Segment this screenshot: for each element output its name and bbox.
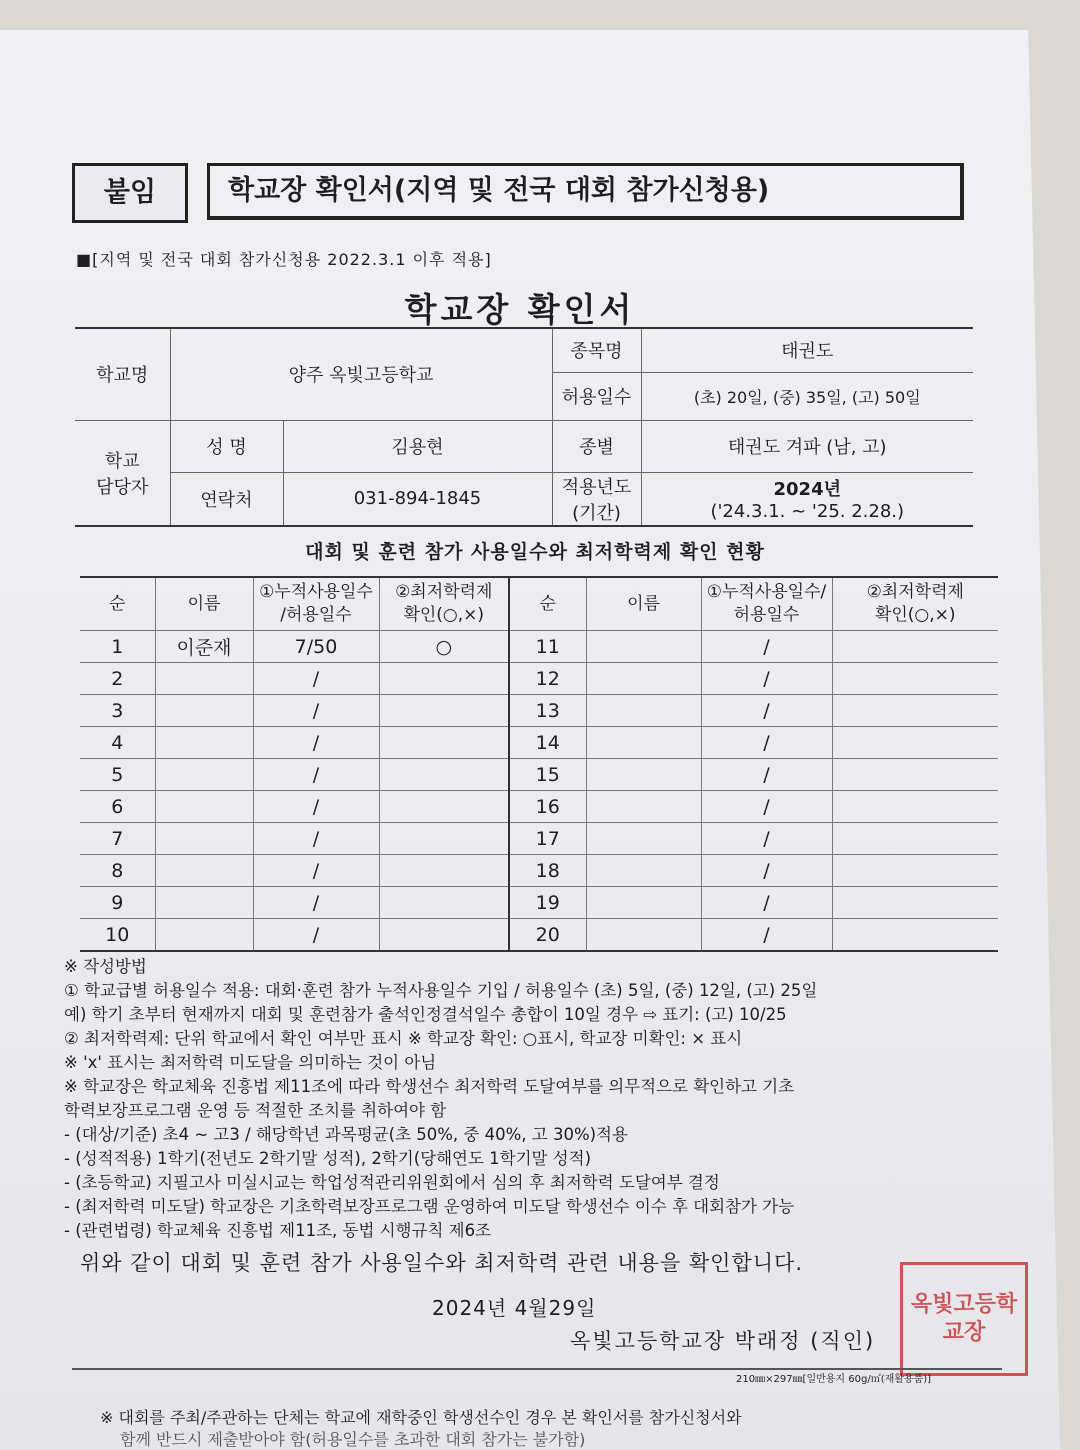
row-seq-right: 19 — [509, 887, 586, 919]
footnote: ※ 대회를 주최/주관하는 단체는 학교에 재학중인 학생선수인 경우 본 확인서를 참가신청서와 — [100, 1408, 742, 1427]
note-line: - (대상/기준) 초4 ~ 고3 / 해당학년 과목평균(초 50%, 중 40%, 고 30%)적용 — [64, 1125, 628, 1144]
principal-signature: 옥빛고등학교장 박래정 (직인) — [570, 1329, 876, 1353]
header-check-right-line1: ②최저학력제 — [866, 582, 964, 602]
row-check-left — [379, 919, 509, 952]
row-seq-right: 16 — [509, 791, 586, 823]
header-days-right-line2: 허용일수 — [733, 605, 800, 625]
row-seq-left: 4 — [80, 727, 155, 759]
row-name-right — [586, 695, 701, 727]
event-value: 태권도 겨파 (남, 고) — [641, 420, 973, 472]
attachment-tag: 붙임 — [72, 163, 188, 223]
note-line: ※ 'x' 표시는 최저학력 미도달을 의미하는 것이 아님 — [64, 1053, 437, 1072]
application-note: ■[지역 및 전국 대회 참가신청용 2022.3.1 이후 적용] — [76, 250, 492, 269]
row-name-left — [155, 727, 253, 759]
paper-spec: 210㎜×297㎜[일반용지 60g/㎡(재활용품)] — [736, 1374, 932, 1385]
header-check-left — [379, 577, 509, 631]
row-name-left — [155, 919, 253, 952]
row-seq-left: 10 — [80, 919, 155, 952]
event-label: 종별 — [552, 420, 641, 472]
row-seq-left: 1 — [80, 631, 155, 663]
year-value-year: 2024년 — [773, 479, 841, 500]
header-check-right-line2: 확인(○,×) — [874, 605, 956, 625]
confirmation-statement: 위와 같이 대회 및 훈련 참가 사용일수와 최저학력 관련 내용을 확인합니다. — [80, 1251, 804, 1275]
sport-label: 종목명 — [552, 328, 641, 372]
row-check-left — [379, 823, 509, 855]
row-seq-left: 3 — [80, 695, 155, 727]
row-seq-right: 12 — [509, 663, 586, 695]
row-days-left: / — [253, 791, 379, 823]
row-check-left: ○ — [379, 631, 509, 663]
attendance-row — [80, 631, 998, 663]
school-value: 양주 옥빛고등학교 — [170, 328, 552, 420]
row-check-right — [832, 631, 998, 663]
year-label — [552, 472, 641, 526]
header-days-left-line1: ①누적사용일수 — [259, 582, 373, 602]
row-check-right — [832, 919, 998, 952]
header-title: 학교장 확인서(지역 및 전국 대회 참가신청용) — [207, 163, 964, 220]
official-seal: 옥빛고등학교장 — [900, 1262, 1028, 1376]
school-info-table — [75, 327, 973, 527]
header-days-right — [701, 577, 832, 631]
row-days-right: / — [701, 887, 832, 919]
header-days-left-line2: /허용일수 — [280, 605, 352, 625]
row-check-left — [379, 727, 509, 759]
staff-label-line1: 학교 — [104, 450, 140, 472]
row-name-right — [586, 919, 701, 952]
row-days-left: / — [253, 727, 379, 759]
row-days-left: / — [253, 919, 379, 952]
row-name-right — [586, 727, 701, 759]
attendance-row — [80, 919, 998, 952]
header-seq-right: 순 — [509, 577, 586, 631]
row-days-left: / — [253, 823, 379, 855]
row-days-right: / — [701, 727, 832, 759]
row-check-left — [379, 791, 509, 823]
note-line: - (최저학력 미도달) 학교장은 기초학력보장프로그램 운영하여 미도달 학생선수 이수 후 대회참가 가능 — [64, 1197, 795, 1216]
row-name-right — [586, 791, 701, 823]
row-name-right — [586, 887, 701, 919]
row-days-left: / — [253, 887, 379, 919]
row-name-left — [155, 663, 253, 695]
header-bar — [72, 163, 945, 221]
row-check-right — [832, 887, 998, 919]
contact-value: 031-894-1845 — [283, 472, 552, 526]
row-days-right: / — [701, 823, 832, 855]
row-check-left — [379, 855, 509, 887]
allowed-days-label: 허용일수 — [552, 372, 641, 420]
attendance-row — [80, 759, 998, 791]
row-name-left: 이준재 — [155, 631, 253, 663]
row-seq-right: 13 — [509, 695, 586, 727]
year-value — [641, 472, 973, 526]
footnote-cut-line: 함께 반드시 제출받아야 함(허용일수를 초과한 대회 참가는 불가함) — [120, 1430, 586, 1449]
staff-label-line2: 담당자 — [96, 476, 149, 498]
row-name-left — [155, 823, 253, 855]
note-line: 예) 학기 초부터 현재까지 대회 및 훈련참가 출석인정결석일수 총합이 10일 경우 ⇨ 표기: (고) 10/25 — [64, 1005, 787, 1024]
row-name-right — [586, 759, 701, 791]
attendance-section-title: 대회 및 훈련 참가 사용일수와 최저학력제 확인 현황 — [305, 541, 765, 563]
row-days-right: / — [701, 855, 832, 887]
attendance-row — [80, 663, 998, 695]
row-check-right — [832, 791, 998, 823]
year-label-line1: 적용년도 — [561, 476, 632, 498]
row-days-right: / — [701, 663, 832, 695]
attendance-row — [80, 823, 998, 855]
issue-date: 2024년 4월29일 — [432, 1296, 597, 1320]
note-line: ② 최저학력제: 단위 학교에서 확인 여부만 표시 ※ 학교장 확인: ○표시, 학교장 미확인: × 표시 — [64, 1029, 743, 1048]
row-days-right: / — [701, 791, 832, 823]
row-check-left — [379, 695, 509, 727]
row-check-right — [832, 855, 998, 887]
row-name-left — [155, 759, 253, 791]
row-check-right — [832, 823, 998, 855]
row-days-left: / — [253, 759, 379, 791]
row-name-left — [155, 695, 253, 727]
row-check-left — [379, 663, 509, 695]
row-check-left — [379, 759, 509, 791]
school-label: 학교명 — [75, 328, 170, 420]
attendance-row — [80, 791, 998, 823]
note-line: ※ 작성방법 — [64, 957, 147, 976]
row-days-left: / — [253, 663, 379, 695]
row-days-right: / — [701, 759, 832, 791]
document-title: 학교장 확인서 — [404, 290, 636, 329]
year-label-line2: (기간) — [572, 502, 621, 524]
note-line: ※ 학교장은 학교체육 진흥법 제11조에 따라 학생선수 최저학력 도달여부를 의무적으로 확인하고 기초 — [64, 1077, 795, 1096]
attendance-row — [80, 855, 998, 887]
row-seq-right: 20 — [509, 919, 586, 952]
year-value-period: ('24.3.1. ~ '25. 2.28.) — [710, 501, 905, 522]
row-seq-left: 9 — [80, 887, 155, 919]
name-value: 김용현 — [283, 420, 552, 472]
contact-label: 연락처 — [170, 472, 283, 526]
note-line: ① 학교급별 허용일수 적용: 대회·훈련 참가 누적사용일수 기입 / 허용일수 (초) 5일, (중) 12일, (고) 25일 — [64, 981, 818, 1000]
note-line: - (관련법령) 학교체육 진흥법 제11조, 동법 시행규칙 제6조 — [64, 1221, 491, 1240]
attendance-header-row — [80, 577, 998, 631]
row-name-left — [155, 791, 253, 823]
row-name-left — [155, 855, 253, 887]
row-seq-left: 2 — [80, 663, 155, 695]
row-days-left: / — [253, 695, 379, 727]
row-days-right: / — [701, 631, 832, 663]
row-check-right — [832, 695, 998, 727]
row-seq-right: 14 — [509, 727, 586, 759]
row-seq-left: 6 — [80, 791, 155, 823]
note-line: - (초등학교) 지필고사 미실시교는 학업성적관리위원회에서 심의 후 최저학력 도달여부 결정 — [64, 1173, 720, 1192]
note-line: - (성적적용) 1학기(전년도 2학기말 성적), 2학기(당해연도 1학기말 성적) — [64, 1149, 592, 1168]
allowed-days-value: (초) 20일, (중) 35일, (고) 50일 — [641, 372, 973, 420]
row-name-right — [586, 823, 701, 855]
row-seq-left: 7 — [80, 823, 155, 855]
staff-label — [75, 420, 170, 526]
row-name-left — [155, 887, 253, 919]
row-check-right — [832, 727, 998, 759]
name-label: 성 명 — [170, 420, 283, 472]
row-check-right — [832, 663, 998, 695]
attendance-row — [80, 887, 998, 919]
attendance-table — [80, 576, 998, 952]
header-name-left: 이름 — [155, 577, 253, 631]
header-check-left-line2: 확인(○,×) — [403, 605, 485, 625]
header-check-right — [832, 577, 998, 631]
attendance-row — [80, 727, 998, 759]
attendance-row — [80, 695, 998, 727]
row-seq-left: 5 — [80, 759, 155, 791]
header-check-left-line1: ②최저학력제 — [395, 582, 493, 602]
row-seq-left: 8 — [80, 855, 155, 887]
row-seq-right: 15 — [509, 759, 586, 791]
row-days-right: / — [701, 695, 832, 727]
row-check-left — [379, 887, 509, 919]
writing-instructions — [64, 955, 817, 1243]
row-name-right — [586, 663, 701, 695]
attendance-rows — [80, 631, 998, 952]
header-days-left — [253, 577, 379, 631]
sport-value: 태권도 — [641, 328, 973, 372]
row-days-left: / — [253, 855, 379, 887]
header-name-right: 이름 — [586, 577, 701, 631]
row-seq-right: 11 — [509, 631, 586, 663]
row-days-left: 7/50 — [253, 631, 379, 663]
row-days-right: / — [701, 919, 832, 952]
row-seq-right: 18 — [509, 855, 586, 887]
header-days-right-line1: ①누적사용일수/ — [706, 582, 827, 602]
header-seq-left: 순 — [80, 577, 155, 631]
row-name-right — [586, 855, 701, 887]
note-line: 학력보장프로그램 운영 등 적절한 조치를 취하여야 함 — [64, 1101, 447, 1120]
row-name-right — [586, 631, 701, 663]
row-seq-right: 17 — [509, 823, 586, 855]
row-check-right — [832, 759, 998, 791]
